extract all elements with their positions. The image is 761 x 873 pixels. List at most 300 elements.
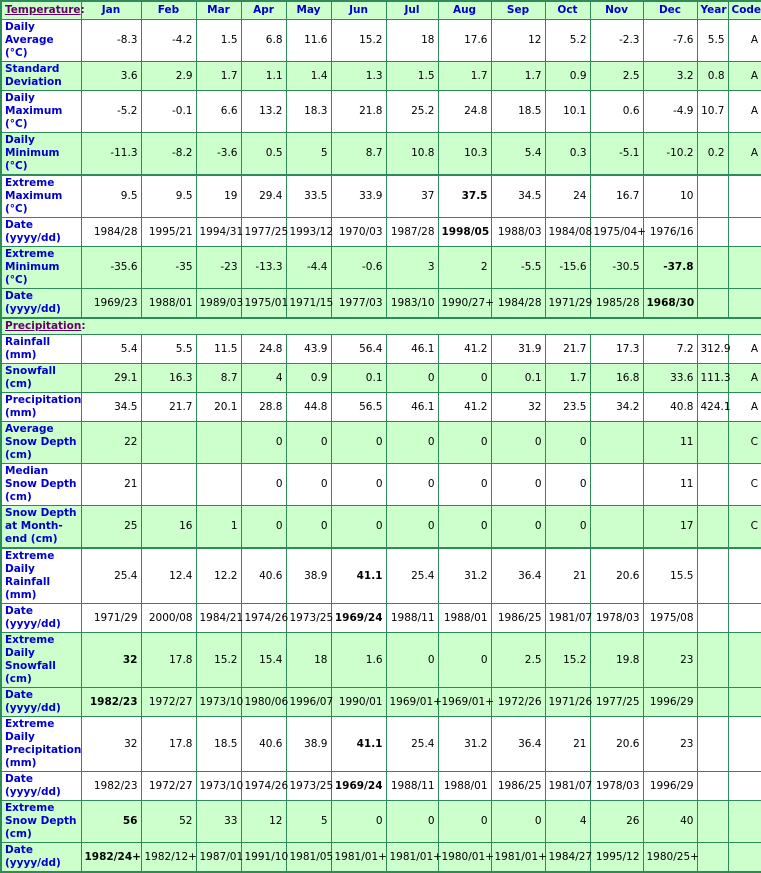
value-cell-oct: 24	[545, 175, 590, 218]
value-cell-jun: 56.5	[331, 393, 386, 422]
value-cell-oct: 0	[545, 464, 590, 506]
value-cell-apr: 1975/01	[241, 289, 286, 319]
value-cell-feb: 2.9	[141, 62, 196, 91]
value-cell-dec: 1968/30	[643, 289, 697, 319]
value-cell-jan: 25.4	[81, 548, 141, 604]
value-cell-year	[697, 717, 728, 772]
value-cell-jan: 1982/24+	[81, 843, 141, 873]
value-cell-jan: 5.4	[81, 335, 141, 364]
value-cell-dec: 11	[643, 422, 697, 464]
value-cell-jul: 1983/10	[386, 289, 438, 319]
value-cell-jun: 1977/03	[331, 289, 386, 319]
value-cell-apr: 28.8	[241, 393, 286, 422]
value-cell-apr: -13.3	[241, 247, 286, 289]
value-cell-apr: 1974/26	[241, 772, 286, 801]
value-cell-mar: 1973/10	[196, 772, 241, 801]
value-cell-jan: 21	[81, 464, 141, 506]
code-cell: A	[728, 91, 761, 133]
value-cell-aug: 1998/05	[438, 218, 491, 247]
value-cell-apr: 4	[241, 364, 286, 393]
value-cell-dec: -37.8	[643, 247, 697, 289]
value-cell-aug: 1969/01+	[438, 688, 491, 717]
value-cell-dec: 17	[643, 506, 697, 549]
value-cell-feb: 1972/27	[141, 688, 196, 717]
value-cell-year	[697, 633, 728, 688]
value-cell-sep: 2.5	[491, 633, 545, 688]
value-cell-may: 33.5	[286, 175, 331, 218]
table-row	[1, 801, 761, 843]
row-label: Date (yyyy/dd)	[1, 604, 81, 633]
value-cell-oct: 21	[545, 717, 590, 772]
row-label: Daily Maximum (°C)	[1, 91, 81, 133]
value-cell-may: 1971/15	[286, 289, 331, 319]
value-cell-dec: 23	[643, 633, 697, 688]
section-heading-temperature: Temperature:	[1, 1, 81, 20]
value-cell-year: 312.9	[697, 335, 728, 364]
value-cell-oct: 0.3	[545, 133, 590, 176]
value-cell-year: 5.5	[697, 20, 728, 62]
value-cell-aug: 0	[438, 633, 491, 688]
value-cell-dec: 1980/25+	[643, 843, 697, 873]
value-cell-nov: -2.3	[590, 20, 643, 62]
value-cell-dec: 1996/29	[643, 688, 697, 717]
code-cell	[728, 548, 761, 604]
value-cell-sep: 0	[491, 464, 545, 506]
value-cell-aug: 1980/01+	[438, 843, 491, 873]
value-cell-aug: 1.7	[438, 62, 491, 91]
value-cell-aug: 17.6	[438, 20, 491, 62]
value-cell-year	[697, 175, 728, 218]
value-cell-feb: 21.7	[141, 393, 196, 422]
code-cell: C	[728, 422, 761, 464]
value-cell-dec: -7.6	[643, 20, 697, 62]
value-cell-jun: 1969/24	[331, 772, 386, 801]
value-cell-feb: 2000/08	[141, 604, 196, 633]
value-cell-sep: 0.1	[491, 364, 545, 393]
value-cell-mar: 1984/21	[196, 604, 241, 633]
value-cell-dec: 23	[643, 717, 697, 772]
value-cell-apr: 1.1	[241, 62, 286, 91]
value-cell-aug: 1990/27+	[438, 289, 491, 319]
code-cell	[728, 175, 761, 218]
value-cell-aug: 2	[438, 247, 491, 289]
value-cell-nov: 2.5	[590, 62, 643, 91]
value-cell-aug: 0	[438, 422, 491, 464]
value-cell-mar: 33	[196, 801, 241, 843]
value-cell-may: 1973/25	[286, 604, 331, 633]
value-cell-may: 18.3	[286, 91, 331, 133]
value-cell-mar: 19	[196, 175, 241, 218]
row-label: Rainfall (mm)	[1, 335, 81, 364]
value-cell-nov	[590, 506, 643, 549]
value-cell-oct: 0	[545, 506, 590, 549]
value-cell-sep: 1981/01+	[491, 843, 545, 873]
column-header-year: Year	[697, 1, 728, 20]
table-row	[1, 133, 761, 176]
row-label: Precipitation (mm)	[1, 393, 81, 422]
value-cell-nov: 34.2	[590, 393, 643, 422]
value-cell-jul: 1987/28	[386, 218, 438, 247]
value-cell-feb: 17.8	[141, 633, 196, 688]
value-cell-jul: 1.5	[386, 62, 438, 91]
value-cell-jun: 0	[331, 464, 386, 506]
value-cell-nov: 1978/03	[590, 772, 643, 801]
section-heading-precipitation: Precipitation:	[1, 318, 761, 335]
table-row	[1, 604, 761, 633]
value-cell-jun: 1969/24	[331, 604, 386, 633]
value-cell-jan: -11.3	[81, 133, 141, 176]
table-row	[1, 218, 761, 247]
value-cell-year: 10.7	[697, 91, 728, 133]
value-cell-sep: 34.5	[491, 175, 545, 218]
value-cell-jan: 1984/28	[81, 218, 141, 247]
value-cell-mar	[196, 422, 241, 464]
value-cell-jun: 1990/01	[331, 688, 386, 717]
value-cell-may: 43.9	[286, 335, 331, 364]
value-cell-mar: 1994/31	[196, 218, 241, 247]
column-header-oct: Oct	[545, 1, 590, 20]
value-cell-sep: 1972/26	[491, 688, 545, 717]
value-cell-year: 424.1	[697, 393, 728, 422]
value-cell-sep: -5.5	[491, 247, 545, 289]
value-cell-jul: 18	[386, 20, 438, 62]
value-cell-sep: 32	[491, 393, 545, 422]
value-cell-jun: 1970/03	[331, 218, 386, 247]
value-cell-nov: 20.6	[590, 548, 643, 604]
row-label: Extreme Maximum (°C)	[1, 175, 81, 218]
value-cell-may: 0	[286, 464, 331, 506]
value-cell-mar: 1989/03	[196, 289, 241, 319]
value-cell-jul: 25.4	[386, 548, 438, 604]
value-cell-nov: 1978/03	[590, 604, 643, 633]
value-cell-year	[697, 548, 728, 604]
row-label: Extreme Daily Precipitation (mm)	[1, 717, 81, 772]
value-cell-nov: -30.5	[590, 247, 643, 289]
value-cell-mar: 1.5	[196, 20, 241, 62]
value-cell-jan: -35.6	[81, 247, 141, 289]
value-cell-apr: 1977/25	[241, 218, 286, 247]
value-cell-sep: 1.7	[491, 62, 545, 91]
value-cell-feb: 1988/01	[141, 289, 196, 319]
value-cell-aug: 10.3	[438, 133, 491, 176]
value-cell-mar: 15.2	[196, 633, 241, 688]
value-cell-feb: 1995/21	[141, 218, 196, 247]
value-cell-aug: 1988/01	[438, 772, 491, 801]
value-cell-mar	[196, 464, 241, 506]
value-cell-mar: 1.7	[196, 62, 241, 91]
value-cell-feb: 16	[141, 506, 196, 549]
value-cell-year	[697, 772, 728, 801]
value-cell-feb	[141, 464, 196, 506]
value-cell-oct: 1.7	[545, 364, 590, 393]
value-cell-apr: 0	[241, 506, 286, 549]
value-cell-apr: 1980/06	[241, 688, 286, 717]
value-cell-oct: 10.1	[545, 91, 590, 133]
value-cell-nov: 16.7	[590, 175, 643, 218]
value-cell-jul: 1981/01+	[386, 843, 438, 873]
value-cell-apr: 0	[241, 422, 286, 464]
column-header-jul: Jul	[386, 1, 438, 20]
code-cell: C	[728, 506, 761, 549]
value-cell-jun: 21.8	[331, 91, 386, 133]
value-cell-sep: 1986/25	[491, 772, 545, 801]
value-cell-nov: 16.8	[590, 364, 643, 393]
value-cell-jan: 22	[81, 422, 141, 464]
value-cell-year	[697, 506, 728, 549]
value-cell-jun: 0	[331, 801, 386, 843]
row-label: Average Snow Depth (cm)	[1, 422, 81, 464]
value-cell-may: 1996/07	[286, 688, 331, 717]
value-cell-aug: 0	[438, 506, 491, 549]
code-cell: A	[728, 20, 761, 62]
value-cell-may: 0.9	[286, 364, 331, 393]
value-cell-oct: 21.7	[545, 335, 590, 364]
column-header-mar: Mar	[196, 1, 241, 20]
value-cell-may: 38.9	[286, 548, 331, 604]
value-cell-dec: -4.9	[643, 91, 697, 133]
table-row	[1, 843, 761, 873]
table-row	[1, 717, 761, 772]
value-cell-mar: 11.5	[196, 335, 241, 364]
value-cell-aug: 37.5	[438, 175, 491, 218]
value-cell-jan: 1971/29	[81, 604, 141, 633]
value-cell-feb: -8.2	[141, 133, 196, 176]
precipitation-heading-section	[1, 318, 761, 335]
value-cell-apr: 29.4	[241, 175, 286, 218]
value-cell-oct: -15.6	[545, 247, 590, 289]
value-cell-dec: 7.2	[643, 335, 697, 364]
table-row	[1, 289, 761, 319]
table-row	[1, 464, 761, 506]
value-cell-jul: 25.2	[386, 91, 438, 133]
value-cell-jun: 15.2	[331, 20, 386, 62]
code-cell: A	[728, 393, 761, 422]
value-cell-dec: 1976/16	[643, 218, 697, 247]
value-cell-nov: 0.6	[590, 91, 643, 133]
value-cell-feb: 17.8	[141, 717, 196, 772]
row-label: Date (yyyy/dd)	[1, 772, 81, 801]
value-cell-feb: 1982/12+	[141, 843, 196, 873]
value-cell-sep: 12	[491, 20, 545, 62]
value-cell-sep: 18.5	[491, 91, 545, 133]
value-cell-jul: 46.1	[386, 393, 438, 422]
value-cell-may: 0	[286, 506, 331, 549]
table-row	[1, 91, 761, 133]
code-cell	[728, 218, 761, 247]
value-cell-mar: 1	[196, 506, 241, 549]
precipitation-heading-row	[1, 318, 761, 335]
value-cell-jan: 32	[81, 633, 141, 688]
value-cell-nov: 1977/25	[590, 688, 643, 717]
value-cell-jun: 56.4	[331, 335, 386, 364]
header-row	[1, 1, 761, 20]
row-label: Date (yyyy/dd)	[1, 289, 81, 319]
code-cell	[728, 843, 761, 873]
column-header-dec: Dec	[643, 1, 697, 20]
value-cell-jan: 1982/23	[81, 772, 141, 801]
value-cell-aug: 0	[438, 464, 491, 506]
column-header-feb: Feb	[141, 1, 196, 20]
value-cell-jul: 0	[386, 506, 438, 549]
value-cell-feb: -4.2	[141, 20, 196, 62]
value-cell-mar: 18.5	[196, 717, 241, 772]
value-cell-jun: 0	[331, 422, 386, 464]
value-cell-aug: 31.2	[438, 548, 491, 604]
code-cell	[728, 289, 761, 319]
value-cell-jan: 34.5	[81, 393, 141, 422]
value-cell-jun: 1.3	[331, 62, 386, 91]
value-cell-dec: 40	[643, 801, 697, 843]
value-cell-sep: 36.4	[491, 717, 545, 772]
value-cell-year: 0.2	[697, 133, 728, 176]
row-label: Date (yyyy/dd)	[1, 218, 81, 247]
value-cell-jul: 25.4	[386, 717, 438, 772]
value-cell-feb: -0.1	[141, 91, 196, 133]
value-cell-feb: 5.5	[141, 335, 196, 364]
value-cell-nov: 19.8	[590, 633, 643, 688]
value-cell-jan: 1982/23	[81, 688, 141, 717]
value-cell-jan: 25	[81, 506, 141, 549]
code-cell: A	[728, 364, 761, 393]
code-cell	[728, 247, 761, 289]
value-cell-sep: 0	[491, 506, 545, 549]
value-cell-year: 111.3	[697, 364, 728, 393]
value-cell-feb: 52	[141, 801, 196, 843]
value-cell-may: 5	[286, 133, 331, 176]
value-cell-aug: 0	[438, 364, 491, 393]
value-cell-jun: 8.7	[331, 133, 386, 176]
column-header-aug: Aug	[438, 1, 491, 20]
value-cell-jun: 33.9	[331, 175, 386, 218]
value-cell-apr: 15.4	[241, 633, 286, 688]
value-cell-aug: 1988/01	[438, 604, 491, 633]
value-cell-dec: 1996/29	[643, 772, 697, 801]
value-cell-jun: 41.1	[331, 548, 386, 604]
table-row	[1, 422, 761, 464]
value-cell-nov: -5.1	[590, 133, 643, 176]
value-cell-feb: 12.4	[141, 548, 196, 604]
value-cell-may: 1.4	[286, 62, 331, 91]
value-cell-oct: 5.2	[545, 20, 590, 62]
row-label: Daily Average (°C)	[1, 20, 81, 62]
code-cell: A	[728, 62, 761, 91]
value-cell-jan: 9.5	[81, 175, 141, 218]
value-cell-may: -4.4	[286, 247, 331, 289]
value-cell-may: 18	[286, 633, 331, 688]
value-cell-mar: 20.1	[196, 393, 241, 422]
value-cell-oct: 23.5	[545, 393, 590, 422]
value-cell-apr: 0	[241, 464, 286, 506]
value-cell-apr: 24.8	[241, 335, 286, 364]
value-cell-feb	[141, 422, 196, 464]
value-cell-jul: 3	[386, 247, 438, 289]
value-cell-oct: 4	[545, 801, 590, 843]
value-cell-nov: 1975/04+	[590, 218, 643, 247]
value-cell-feb: 1972/27	[141, 772, 196, 801]
temperature-link[interactable]: Temperature	[5, 4, 81, 16]
value-cell-jul: 46.1	[386, 335, 438, 364]
code-cell	[728, 801, 761, 843]
code-cell: A	[728, 133, 761, 176]
value-cell-mar: 1987/01	[196, 843, 241, 873]
value-cell-aug: 24.8	[438, 91, 491, 133]
value-cell-feb: 9.5	[141, 175, 196, 218]
value-cell-oct: 1971/26	[545, 688, 590, 717]
value-cell-oct: 1981/07	[545, 604, 590, 633]
row-label: Snow Depth at Month-end (cm)	[1, 506, 81, 549]
value-cell-may: 0	[286, 422, 331, 464]
value-cell-year	[697, 464, 728, 506]
value-cell-may: 38.9	[286, 717, 331, 772]
value-cell-apr: 1991/10	[241, 843, 286, 873]
value-cell-jan: -5.2	[81, 91, 141, 133]
value-cell-apr: 40.6	[241, 548, 286, 604]
column-header-apr: Apr	[241, 1, 286, 20]
value-cell-apr: 13.2	[241, 91, 286, 133]
value-cell-apr: 0.5	[241, 133, 286, 176]
value-cell-jul: 0	[386, 633, 438, 688]
value-cell-aug: 41.2	[438, 393, 491, 422]
value-cell-may: 1993/12	[286, 218, 331, 247]
value-cell-sep: 0	[491, 801, 545, 843]
row-label: Date (yyyy/dd)	[1, 843, 81, 873]
value-cell-jun: 1981/01+	[331, 843, 386, 873]
value-cell-dec: 15.5	[643, 548, 697, 604]
table-row	[1, 633, 761, 688]
value-cell-year	[697, 247, 728, 289]
value-cell-dec: 10	[643, 175, 697, 218]
code-cell	[728, 604, 761, 633]
column-header-nov: Nov	[590, 1, 643, 20]
precipitation-link[interactable]: Precipitation	[5, 320, 82, 332]
row-label: Standard Deviation	[1, 62, 81, 91]
value-cell-jul: 0	[386, 364, 438, 393]
value-cell-year	[697, 843, 728, 873]
value-cell-jun: 41.1	[331, 717, 386, 772]
code-cell	[728, 688, 761, 717]
row-label: Date (yyyy/dd)	[1, 688, 81, 717]
value-cell-mar: 1973/10	[196, 688, 241, 717]
column-header-may: May	[286, 1, 331, 20]
table-row	[1, 175, 761, 218]
value-cell-nov: 1985/28	[590, 289, 643, 319]
value-cell-dec: 1975/08	[643, 604, 697, 633]
value-cell-may: 44.8	[286, 393, 331, 422]
value-cell-jan: 29.1	[81, 364, 141, 393]
value-cell-nov: 17.3	[590, 335, 643, 364]
table-row	[1, 364, 761, 393]
value-cell-nov	[590, 422, 643, 464]
value-cell-sep: 36.4	[491, 548, 545, 604]
row-label: Snowfall (cm)	[1, 364, 81, 393]
value-cell-feb: -35	[141, 247, 196, 289]
value-cell-oct: 1981/07	[545, 772, 590, 801]
column-header-code: Code	[728, 1, 761, 20]
value-cell-year	[697, 801, 728, 843]
value-cell-jan: -8.3	[81, 20, 141, 62]
value-cell-jul: 1988/11	[386, 604, 438, 633]
value-cell-apr: 40.6	[241, 717, 286, 772]
table-row	[1, 506, 761, 549]
value-cell-dec: 40.8	[643, 393, 697, 422]
value-cell-may: 5	[286, 801, 331, 843]
value-cell-aug: 41.2	[438, 335, 491, 364]
value-cell-jun: 0	[331, 506, 386, 549]
value-cell-jul: 0	[386, 801, 438, 843]
value-cell-jul: 10.8	[386, 133, 438, 176]
value-cell-jun: -0.6	[331, 247, 386, 289]
value-cell-year	[697, 218, 728, 247]
